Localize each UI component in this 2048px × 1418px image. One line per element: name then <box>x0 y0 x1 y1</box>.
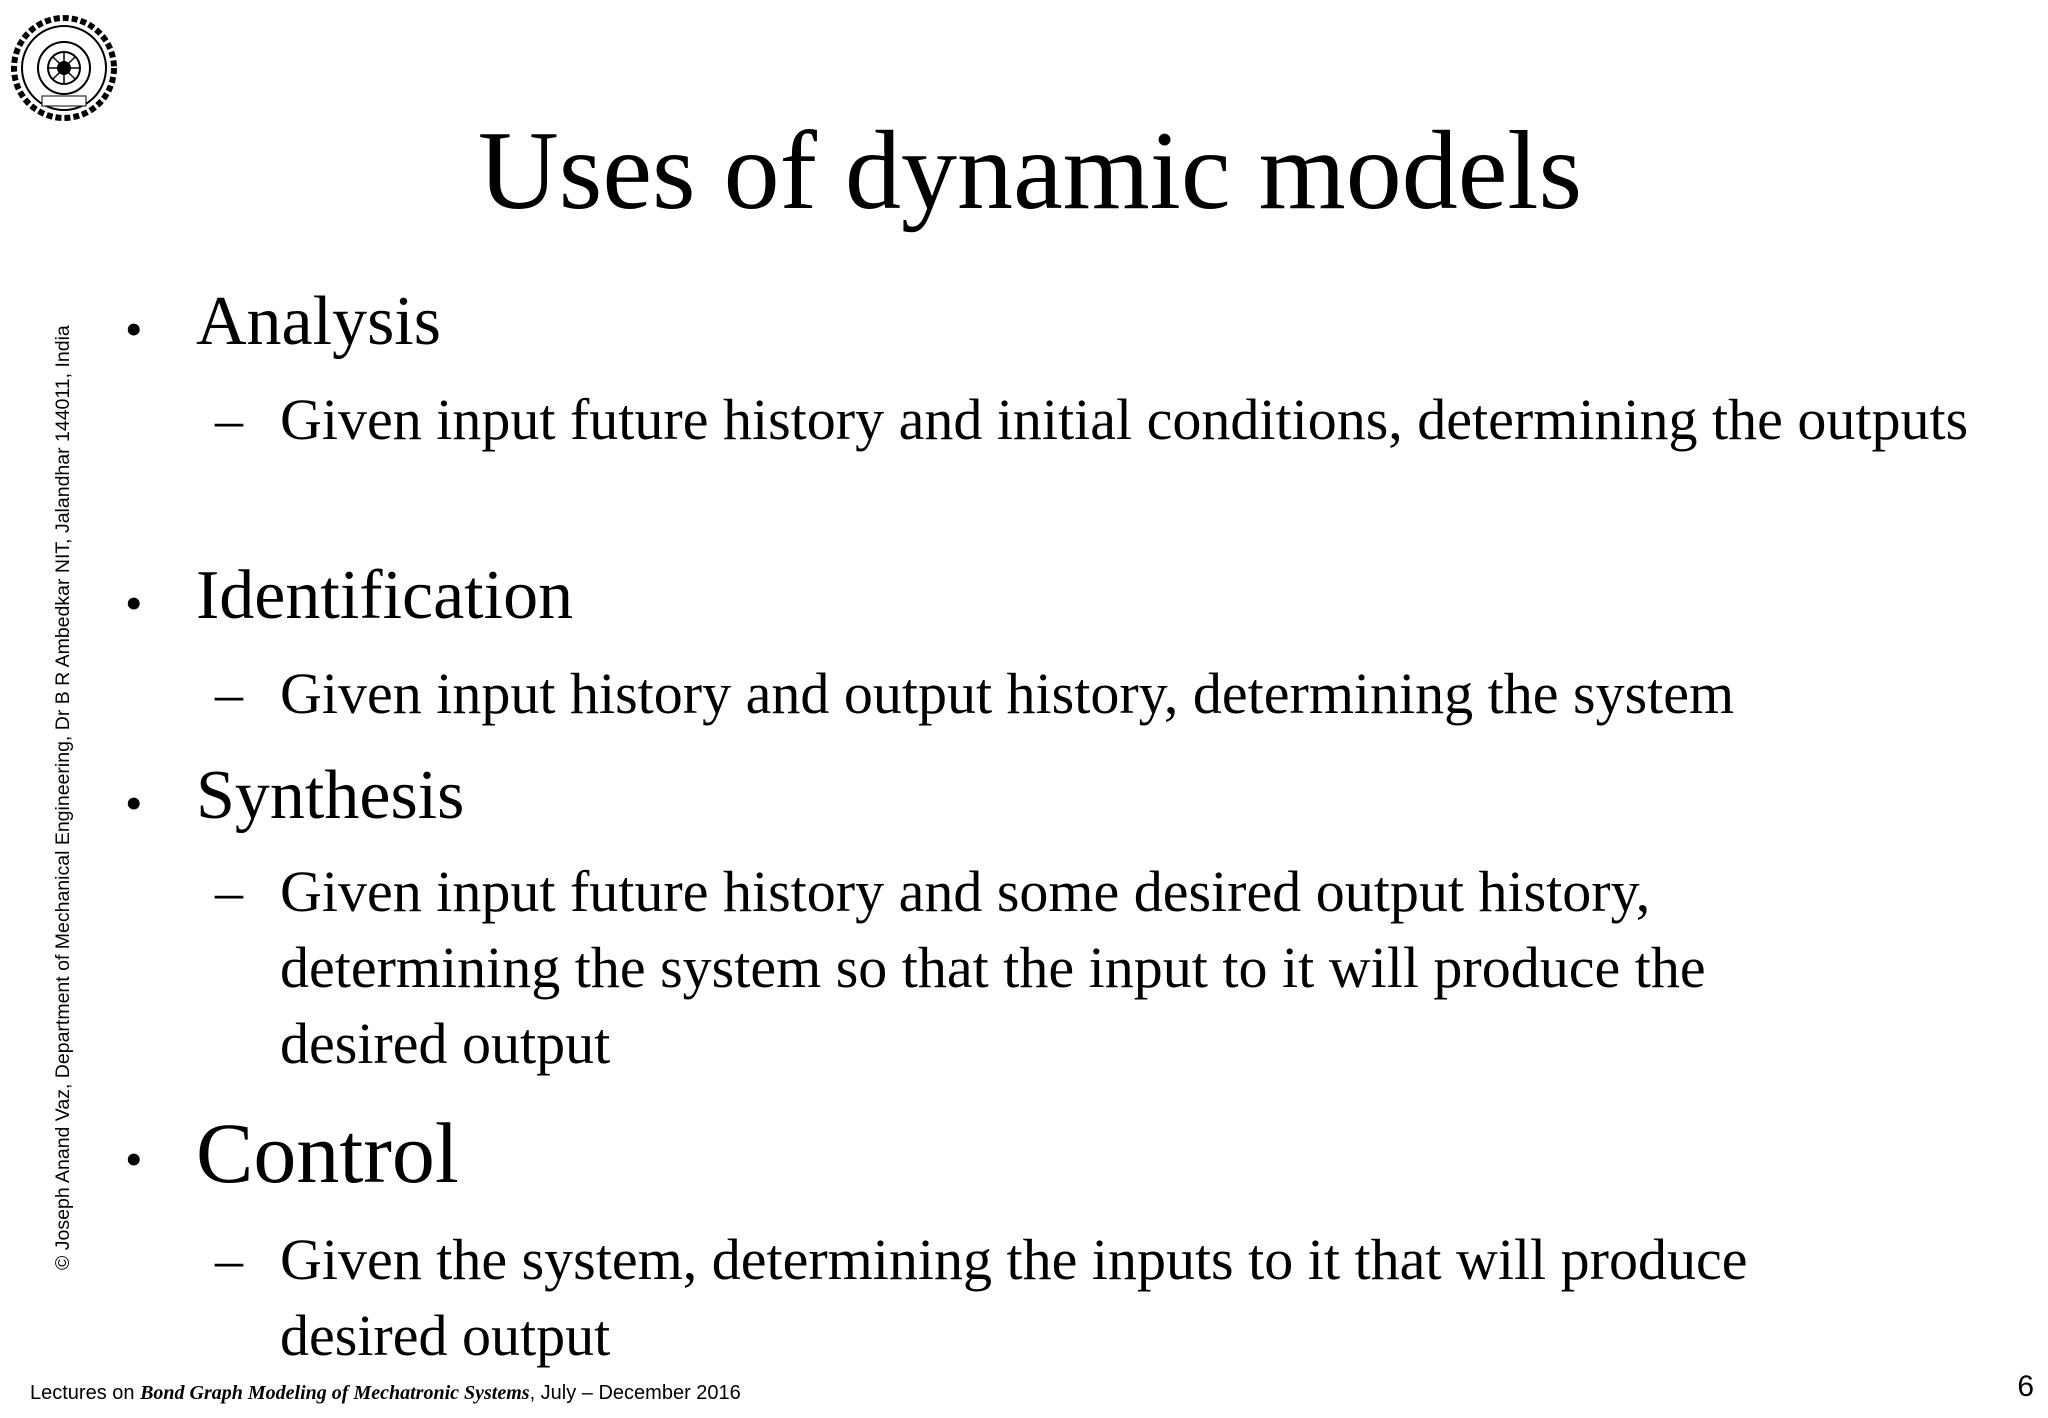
bullet-analysis: Analysis <box>196 283 441 360</box>
dash-icon: – <box>215 389 243 451</box>
sub-bullet-analysis: Given input future history and initial conditions, determining the outputs <box>280 387 1969 452</box>
bullet-icon: • <box>125 1131 143 1187</box>
footer-course-title: Bond Graph Modeling of Mechatronic Systems <box>140 1382 530 1404</box>
dash-icon: – <box>215 1229 243 1291</box>
bullet-icon: • <box>125 301 143 357</box>
bullet-control: Control <box>196 1105 459 1201</box>
sub-bullet-control: Given the system, determining the inputs to it that will produce desired output <box>280 1227 1748 1368</box>
slide-title: Uses of dynamic models <box>477 109 1583 233</box>
page-number: 6 <box>2017 1370 2034 1403</box>
bullet-synthesis: Synthesis <box>196 757 465 834</box>
sub-bullet-synthesis: Given input future history and some desired output history, determining the system so that the input to it will produce the desired output <box>280 859 1706 1076</box>
footer-prefix: Lectures on <box>30 1382 141 1404</box>
dash-icon: – <box>215 663 243 725</box>
sub-bullet-identification: Given input history and output history, determining the system <box>280 661 1735 726</box>
footer-text <box>30 1382 741 1405</box>
bullet-icon: • <box>125 575 143 631</box>
dash-icon: – <box>215 861 243 923</box>
copyright-side-text: © Joseph Anand Vaz, Department of Mechanical Engineering, Dr B R Ambedkar NIT, Jalandhar 144011, India <box>52 325 74 1270</box>
footer-suffix: , July – December 2016 <box>529 1382 741 1404</box>
bullet-identification: Identification <box>196 557 574 634</box>
bullet-icon: • <box>125 775 143 831</box>
